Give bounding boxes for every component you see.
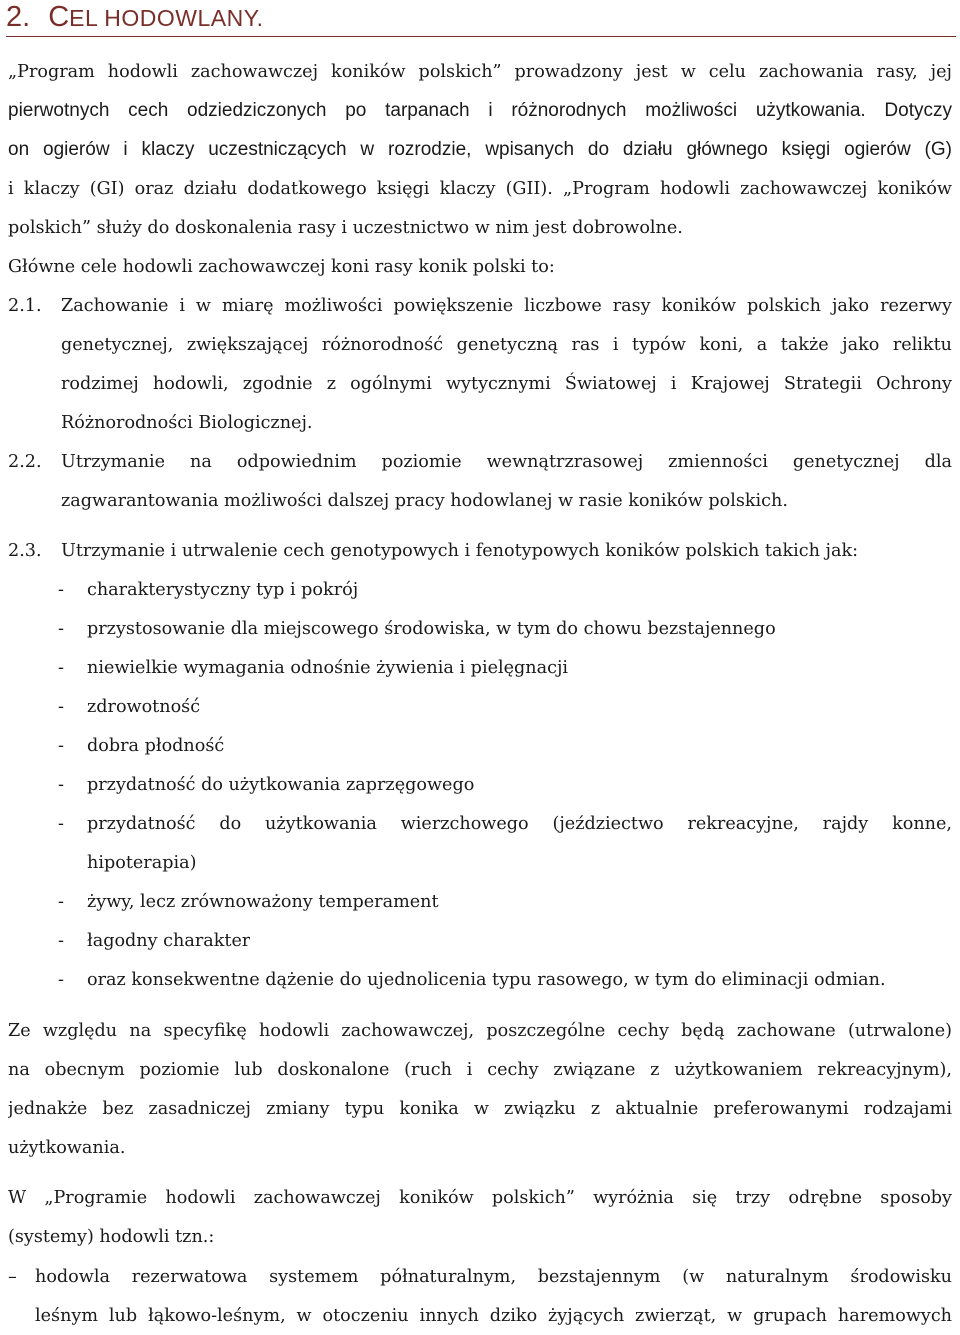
goal-line: Utrzymanie na odpowiednim poziomie wewnątrzrasowej zmienności genetycznej dla xyxy=(61,452,952,472)
intro-line: pierwotnych cech odziedziczonych po tarpanach i różnorodnych możliwości użytkowania. Dotyczy xyxy=(8,100,952,121)
paragraph-line: W „Programie hodowli zachowawczej koników polskich” wyróżnia się trzy odrębne sposoby xyxy=(8,1188,952,1208)
trait-item: charakterystyczny typ i pokrój xyxy=(87,580,359,600)
list-bullet: - xyxy=(58,580,64,600)
trait-item: przystosowanie dla miejscowego środowiska, w tym do chowu bezstajennego xyxy=(87,619,776,639)
trait-item-continuation: hipoterapia) xyxy=(87,853,197,873)
system-item: hodowla rezerwatowa systemem półnaturalnym, bezstajennym (w naturalnym środowisku xyxy=(35,1267,952,1287)
trait-item: oraz konsekwentne dążenie do ujednolicenia typu rasowego, w tym do eliminacji odmian. xyxy=(87,970,886,990)
goal-line: genetycznej, zwiększającej różnorodność genetyczną ras i typów koni, a także jako reliktu xyxy=(61,335,952,355)
paragraph-line: na obecnym poziomie lub doskonalone (ruch i cechy związane z użytkowaniem rekreacyjnym), xyxy=(8,1060,952,1080)
goal-line: rodzimej hodowli, zgodnie z ogólnymi wytycznymi Światowej i Krajowej Strategii Ochrony xyxy=(61,374,952,394)
section-heading xyxy=(6,0,956,38)
list-bullet: - xyxy=(58,814,64,834)
list-bullet: - xyxy=(58,892,64,912)
list-bullet: - xyxy=(58,931,64,951)
intro-line: i klaczy (GI) oraz działu dodatkowego księgi klaczy (GII). „Program hodowli zachowawczej koników xyxy=(8,179,952,199)
list-bullet: - xyxy=(58,658,64,678)
section-title: EL HODOWLANY. xyxy=(69,5,264,31)
paragraph-line: jednakże bez zasadniczej zmiany typu konika w związku z aktualnie preferowanymi rodzajami xyxy=(8,1099,952,1119)
list-bullet: - xyxy=(58,697,64,717)
paragraph-line: (systemy) hodowli tzn.: xyxy=(8,1227,215,1247)
trait-item: łagodny charakter xyxy=(87,931,251,951)
goal-number: 2.3. xyxy=(8,541,42,561)
trait-item: przydatność do użytkowania zaprzęgowego xyxy=(87,775,475,795)
section-title-initial: C xyxy=(48,1,70,33)
goal-number: 2.1. xyxy=(8,296,42,316)
intro-line: on ogierów i klaczy uczestniczących w rozrodzie, wpisanych do działu głównego księgi ogierów (G) xyxy=(8,139,952,160)
trait-item: dobra płodność xyxy=(87,736,225,756)
goal-number: 2.2. xyxy=(8,452,42,472)
system-item-continuation: leśnym lub łąkowo-leśnym, w otoczeniu innych dziko żyjących zwierząt, w grupach haremowych xyxy=(35,1306,952,1326)
heading-rule xyxy=(6,36,956,37)
intro-goals-lead: Główne cele hodowli zachowawczej koni rasy konik polski to: xyxy=(8,257,555,277)
goal-line: Utrzymanie i utrwalenie cech genotypowych i fenotypowych koników polskich takich jak: xyxy=(61,541,859,561)
section-number: 2. xyxy=(6,1,31,33)
list-bullet: - xyxy=(58,970,64,990)
list-bullet: - xyxy=(58,619,64,639)
goal-line: Zachowanie i w miarę możliwości powiększenie liczbowe rasy koników polskich jako rezerwy xyxy=(61,296,952,316)
trait-item: niewielkie wymagania odnośnie żywienia i pielęgnacji xyxy=(87,658,569,678)
intro-line: polskich” służy do doskonalenia rasy i uczestnictwo w nim jest dobrowolne. xyxy=(8,218,683,238)
goal-line: zagwarantowania możliwości dalszej pracy hodowlanej w rasie koników polskich. xyxy=(61,491,788,511)
goal-line: Różnorodności Biologicznej. xyxy=(61,413,313,433)
paragraph-line: Ze względu na specyfikę hodowli zachowawczej, poszczególne cechy będą zachowane (utrwalone) xyxy=(8,1021,952,1041)
trait-item: zdrowotność xyxy=(87,697,201,717)
trait-item: żywy, lecz zrównoważony temperament xyxy=(87,892,439,912)
trait-item: przydatność do użytkowania wierzchowego (jeździectwo rekreacyjne, rajdy konne, xyxy=(87,814,952,834)
paragraph-line: użytkowania. xyxy=(8,1138,126,1158)
list-bullet: - xyxy=(58,736,64,756)
list-bullet: – xyxy=(8,1267,17,1287)
list-bullet: - xyxy=(58,775,64,795)
intro-line: „Program hodowli zachowawczej koników polskich” prowadzony jest w celu zachowania rasy, jej xyxy=(8,62,952,82)
